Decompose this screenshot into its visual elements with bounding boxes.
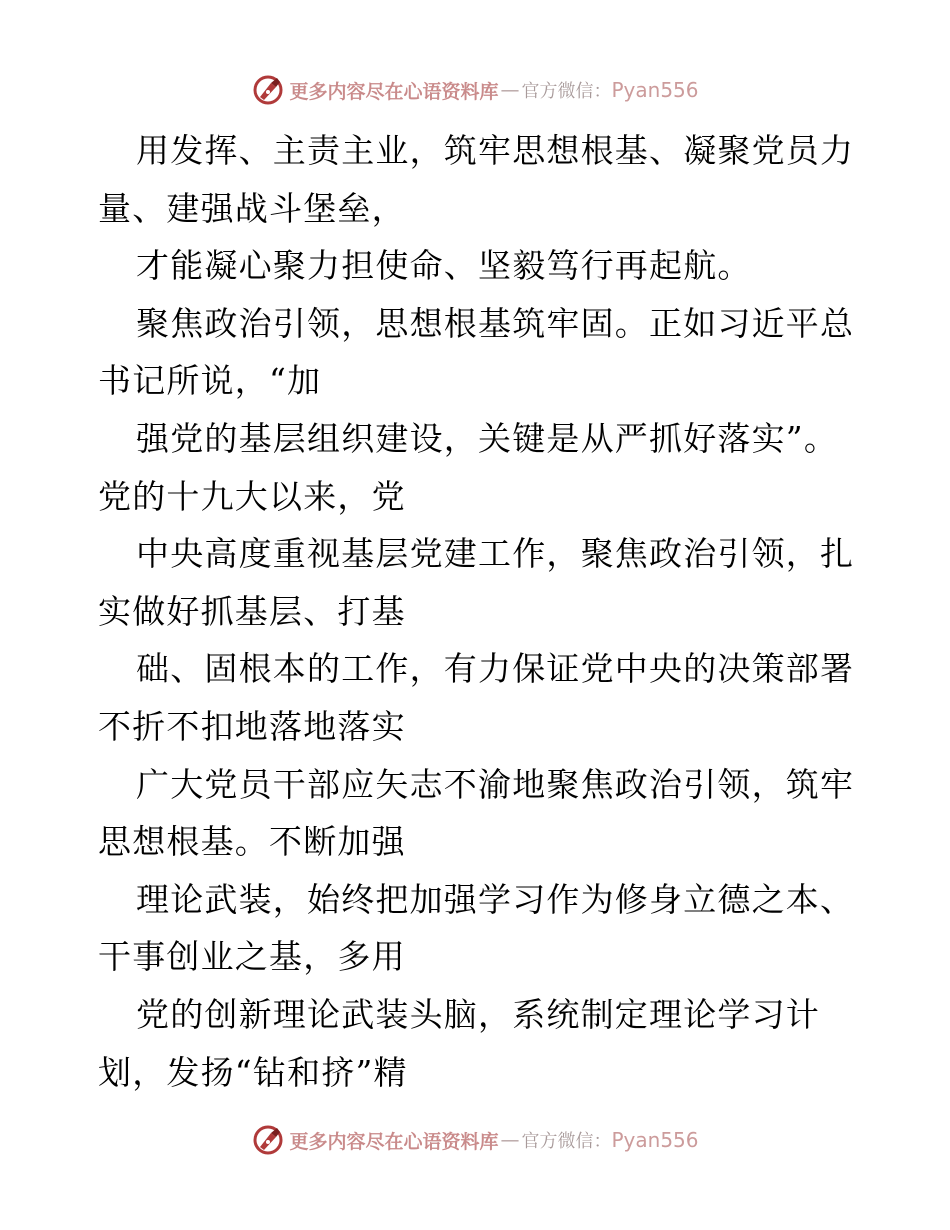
text-line: 广大党员干部应矢志不渝地聚焦政治引领，筑牢 <box>136 764 855 804</box>
pen-nib-logo-icon <box>251 1123 285 1157</box>
text-line: 党的创新理论武装头脑，系统制定理论学习计 <box>136 994 820 1034</box>
text-line: 才能凝心聚力担使命、坚毅笃行再起航。 <box>136 246 752 286</box>
text-line: 划，发扬“钻和挤”精 <box>98 1052 408 1092</box>
text-line: 干事创业之基，多用 <box>98 937 406 977</box>
text-line: 思想根基。不断加强 <box>98 822 406 862</box>
watermark-dash: — <box>500 79 520 101</box>
document-body <box>98 122 858 1101</box>
text-line: 理论武装，始终把加强学习作为修身立德之本、 <box>136 879 855 919</box>
header-watermark <box>0 70 950 110</box>
watermark-wechat-label: 官方微信： <box>521 81 612 102</box>
text-line: 书记所说，“加 <box>98 361 322 401</box>
text-line: 中央高度重视基层党建工作，聚焦政治引领，扎 <box>136 534 855 574</box>
watermark-text: 更多内容尽在心语资料库 <box>289 80 499 103</box>
text-line: 用发挥、主责主业，筑牢思想根基、凝聚党员力 <box>136 131 855 170</box>
footer-watermark <box>0 1120 950 1160</box>
text-line: 党的十九大以来，党 <box>98 476 406 516</box>
watermark-text: 更多内容尽在心语资料库 <box>289 1130 499 1153</box>
text-line: 实做好抓基层、打基 <box>98 591 406 631</box>
text-line: 聚焦政治引领，思想根基筑牢固。正如习近平总 <box>136 303 855 343</box>
text-line: 量、建强战斗堡垒， <box>98 188 406 228</box>
watermark-wechat-id: Pyan556 <box>611 78 699 102</box>
pen-nib-logo-icon <box>251 73 285 107</box>
text-line: 础、固根本的工作，有力保证党中央的决策部署 <box>136 649 855 689</box>
text-line: 不折不扣地落地落实 <box>98 706 406 746</box>
watermark-wechat-label: 官方微信： <box>521 1131 612 1152</box>
text-line: 强党的基层组织建设，关键是从严抓好落实”。 <box>136 418 839 458</box>
watermark-wechat-id: Pyan556 <box>611 1128 699 1152</box>
watermark-dash: — <box>500 1129 520 1151</box>
